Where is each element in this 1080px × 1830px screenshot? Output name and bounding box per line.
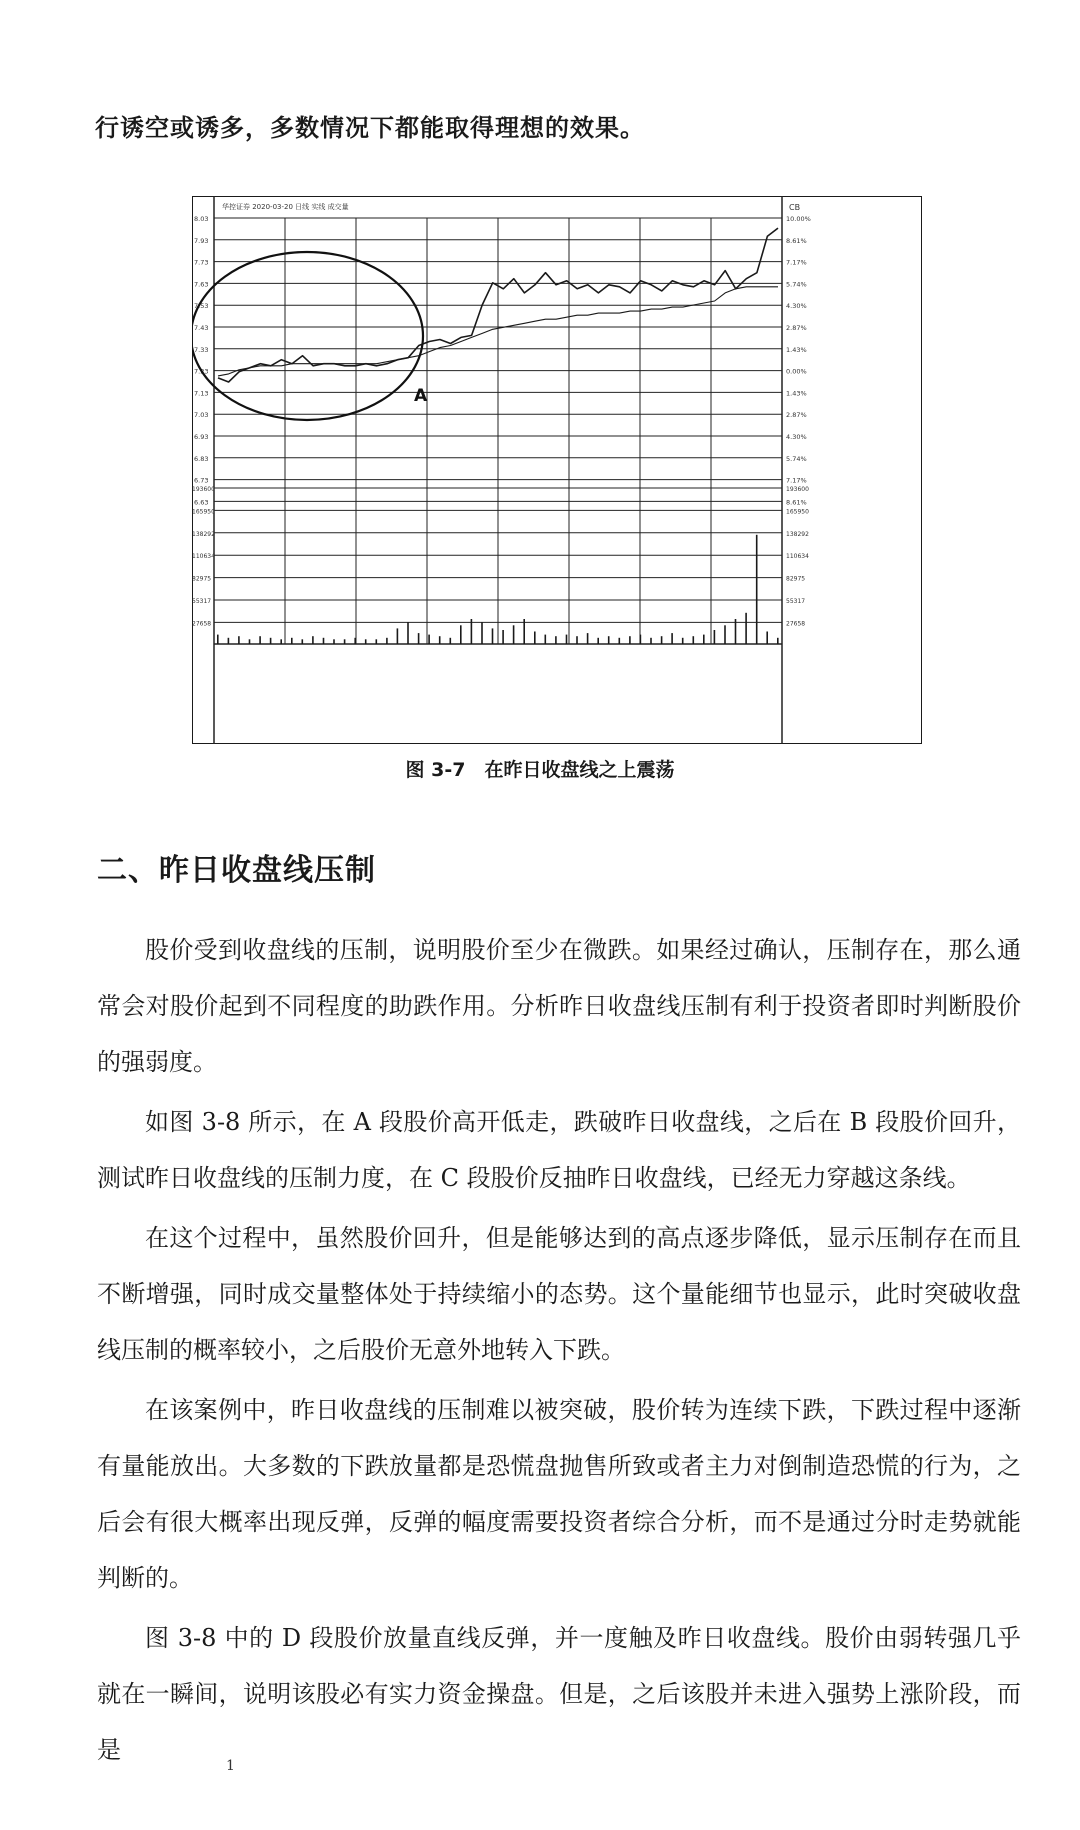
volume-bar (460, 625, 462, 644)
price-tick-label: 7.33 (194, 345, 209, 354)
volume-tick-label: 138292 (192, 530, 215, 538)
volume-bar (302, 639, 304, 644)
volume-bar (777, 638, 779, 644)
volume-tick-label: 55317 (192, 598, 212, 605)
volume-bar (703, 635, 705, 644)
volume-bar (481, 622, 483, 644)
intraday-chart-figure (192, 196, 922, 744)
volume-bar (323, 638, 325, 644)
volume-right-tick-label: 165950 (786, 508, 809, 516)
volume-tick-label: 110634 (192, 553, 215, 561)
volume-bar (587, 633, 589, 644)
volume-bar (333, 639, 335, 644)
volume-bar (745, 613, 747, 644)
volume-bar (619, 638, 621, 644)
volume-bar (545, 635, 547, 644)
volume-bar (450, 638, 452, 644)
figure-caption: 图 3-7 在昨日收盘线之上震荡 (405, 759, 675, 781)
paragraph: 股价受到收盘线的压制，说明股价至少在微跌。如果经过确认，压制存在，那么通常会对股价起到不同程度的助跌作用。分析昨日收盘线压制有利于投资者即时判断股价的强弱度。 (97, 936, 1021, 1076)
body-text (97, 922, 1021, 1782)
volume-bar (249, 639, 251, 644)
volume-bar (682, 638, 684, 644)
section-title: 二、昨日收盘线压制 (97, 853, 376, 888)
volume-right-tick-label: 193600 (786, 486, 809, 493)
price-tick-label: 6.73 (194, 476, 209, 485)
volume-bar (418, 633, 420, 644)
volume-tick-label: 165950 (192, 508, 215, 516)
volume-bar (566, 635, 568, 644)
volume-bar (523, 619, 525, 644)
volume-tick-label: 193600 (192, 486, 215, 493)
volume-bar (439, 636, 441, 644)
volume-bar (386, 638, 388, 644)
chart-corner-tag: CB (789, 203, 801, 212)
percent-tick-label: 5.74% (786, 280, 807, 289)
price-tick-label: 7.93 (194, 236, 209, 245)
volume-bar (608, 636, 610, 644)
chart-header-text: 华控证券 2020-03-20 日线 实线 成交量 (222, 203, 349, 211)
volume-bar (502, 630, 504, 644)
volume-bar (428, 635, 430, 644)
paragraph: 在这个过程中，虽然股价回升，但是能够达到的高点逐步降低，显示压制存在而且不断增强，同时成交量整体处于持续缩小的态势。这个量能细节也显示，此时突破收盘线压制的概率较小，之后股价无意外地转入下跌。 (97, 1224, 1021, 1364)
volume-bar (534, 632, 536, 645)
percent-tick-label: 4.30% (786, 433, 807, 441)
volume-bar (724, 625, 726, 644)
price-tick-label: 8.03 (194, 215, 209, 223)
volume-bar (661, 636, 663, 644)
volume-bar (513, 625, 515, 644)
volume-right-tick-label: 55317 (786, 598, 806, 605)
volume-bar (714, 630, 716, 644)
volume-bar (344, 639, 346, 644)
volume-bar (291, 638, 293, 644)
volume-bar (238, 636, 240, 644)
price-tick-label: 7.63 (194, 280, 209, 289)
volume-bar (217, 635, 219, 644)
volume-bar (766, 632, 768, 645)
volume-bar (640, 635, 642, 644)
volume-right-tick-label: 138292 (786, 530, 809, 538)
price-tick-label: 7.53 (194, 302, 209, 311)
percent-tick-label: 1.43% (786, 345, 807, 354)
percent-tick-label: 8.61% (786, 236, 807, 245)
volume-bar (650, 638, 652, 644)
volume-bar (270, 638, 272, 644)
annotation-label-a: A (414, 386, 428, 406)
price-tick-label: 6.63 (194, 498, 209, 507)
price-tick-label: 7.73 (194, 258, 209, 267)
volume-bar (259, 636, 261, 644)
paragraph: 在该案例中，昨日收盘线的压制难以被突破，股价转为连续下跌，下跌过程中逐渐有量能放出。大多数的下跌放量都是恐慌盘抛售所致或者主力对倒制造恐慌的行为，之后会有很大概率出现反弹，反弹的幅度需要投资者综合分析，而不是通过分时走势就能判断的。 (97, 1396, 1021, 1592)
volume-bar (492, 628, 494, 644)
volume-bar (756, 535, 758, 644)
paragraph: 图 3-8 中的 D 段股价放量直线反弹，并一度触及昨日收盘线。股价由弱转强几乎就在一瞬间，说明该股必有实力资金操盘。但是，之后该股并未进入强势上涨阶段，而是 (97, 1624, 1021, 1764)
volume-right-tick-label: 27658 (786, 620, 806, 628)
price-tick-label: 6.93 (194, 433, 209, 441)
volume-bar (471, 619, 473, 644)
percent-tick-label: 4.30% (786, 302, 807, 311)
top-text-line: 行诱空或诱多，多数情况下都能取得理想的效果。 (95, 113, 645, 142)
percent-tick-label: 7.17% (786, 476, 807, 485)
price-tick-label: 7.13 (194, 389, 209, 398)
volume-bar (354, 638, 356, 644)
volume-bar (576, 636, 578, 644)
price-tick-label: 7.23 (194, 367, 209, 376)
percent-tick-label: 7.17% (786, 258, 807, 267)
volume-bar (407, 622, 409, 644)
volume-bar (671, 633, 673, 644)
percent-tick-label: 1.43% (786, 389, 807, 398)
percent-tick-label: 2.87% (786, 411, 807, 420)
volume-bar (555, 636, 557, 644)
volume-tick-label: 82975 (192, 575, 212, 583)
percent-tick-label: 0.00% (786, 367, 807, 376)
volume-right-tick-label: 82975 (786, 575, 806, 583)
page-footnote-mark: 1 (226, 1758, 235, 1774)
volume-bar (397, 628, 399, 644)
volume-bar (629, 636, 631, 644)
volume-bar (693, 636, 695, 644)
volume-tick-label: 27658 (192, 620, 212, 628)
chart-frame (192, 196, 922, 744)
volume-bar (365, 639, 367, 644)
volume-bar (312, 636, 314, 644)
percent-tick-label: 5.74% (786, 454, 807, 463)
percent-tick-label: 2.87% (786, 324, 807, 332)
percent-tick-label: 8.61% (786, 498, 807, 507)
volume-bar (280, 639, 282, 644)
price-tick-label: 7.43 (194, 324, 209, 332)
intraday-chart (192, 196, 922, 744)
price-tick-label: 7.03 (194, 411, 209, 420)
price-tick-label: 6.83 (194, 454, 209, 463)
volume-bar (376, 639, 378, 644)
paragraph: 如图 3-8 所示，在 A 段股价高开低走，跌破昨日收盘线，之后在 B 段股价回升，测试昨日收盘线的压制力度，在 C 段股价反抽昨日收盘线，已经无力穿越这条线。 (97, 1108, 1021, 1192)
volume-bar (735, 619, 737, 644)
volume-bar (597, 638, 599, 644)
percent-tick-label: 10.00% (786, 215, 811, 223)
volume-bar (228, 638, 230, 644)
volume-right-tick-label: 110634 (786, 553, 809, 561)
